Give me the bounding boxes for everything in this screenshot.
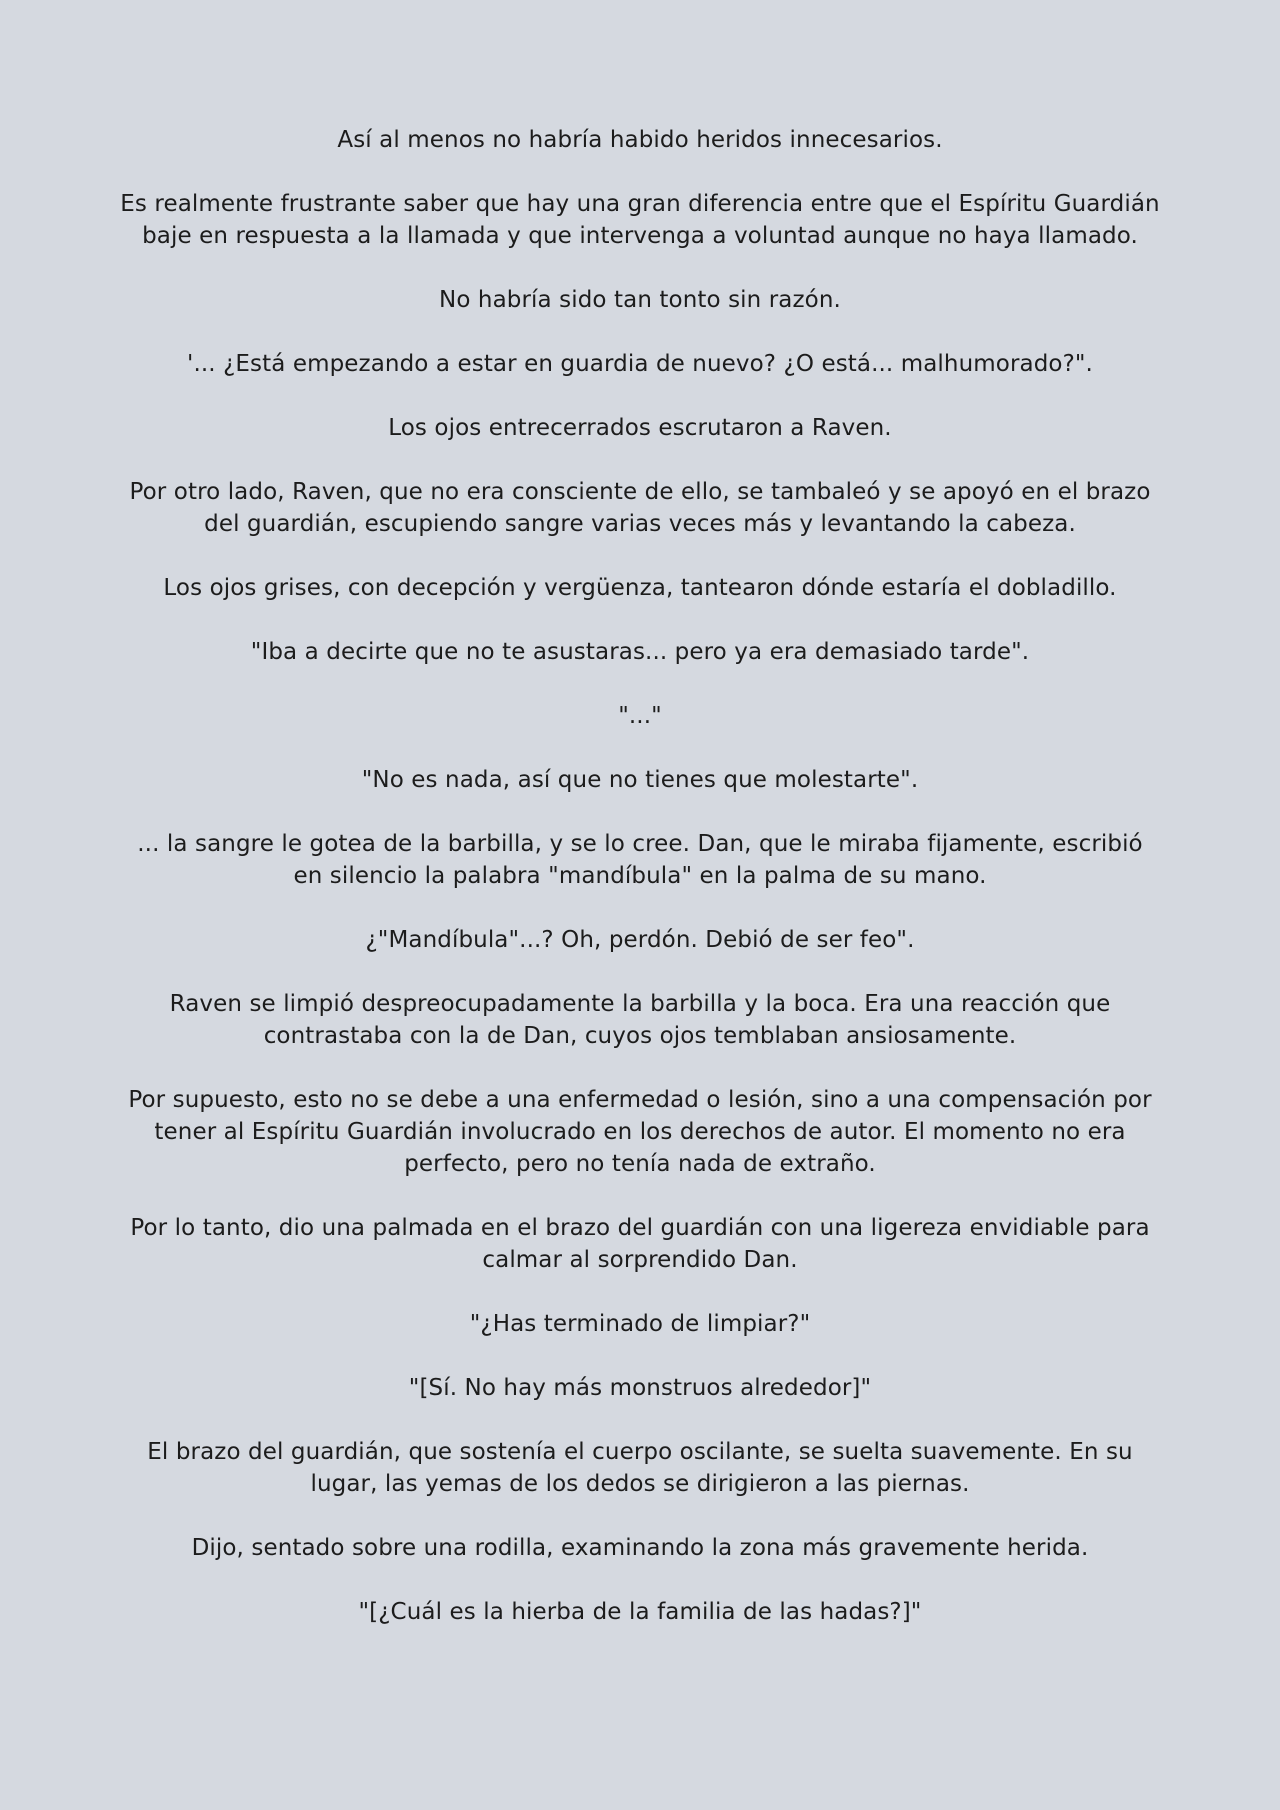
paragraph-6: Por otro lado, Raven, que no era consciente de ello, se tambaleó y se apoyó en el brazo del guardián, escupiendo sangre varias veces más y levantando la cabeza. [129, 479, 1151, 537]
paragraph-5: Los ojos entrecerrados escrutaron a Raven. [388, 415, 892, 441]
paragraph-8: "Iba a decirte que no te asustaras... pero ya era demasiado tarde". [250, 639, 1030, 665]
paragraph-11: ... la sangre le gotea de la barbilla, y se lo cree. Dan, que le miraba fijamente, escribió en silencio la palabra "mandíbula" en la palma de su mano. [137, 831, 1143, 889]
story-text [120, 124, 1160, 1628]
paragraph-18: El brazo del guardián, que sostenía el cuerpo oscilante, se suelta suavemente. En su lugar, las yemas de los dedos se dirigieron a las piernas. [147, 1439, 1133, 1497]
paragraph-3: No habría sido tan tonto sin razón. [439, 287, 841, 313]
paragraph-19: Dijo, sentado sobre una rodilla, examinando la zona más gravemente herida. [191, 1535, 1089, 1561]
paragraph-12: ¿"Mandíbula"...? Oh, perdón. Debió de ser feo". [365, 927, 915, 953]
paragraph-7: Los ojos grises, con decepción y vergüenza, tantearon dónde estaría el dobladillo. [163, 575, 1117, 601]
paragraph-4: '... ¿Está empezando a estar en guardia de nuevo? ¿O está... malhumorado?". [187, 351, 1093, 377]
paragraph-10: "No es nada, así que no tienes que molestarte". [361, 767, 919, 793]
paragraph-9: "..." [618, 703, 662, 729]
paragraph-2: Es realmente frustrante saber que hay una gran diferencia entre que el Espíritu Guardián baje en respuesta a la llamada y que intervenga a voluntad aunque no haya llamado. [120, 191, 1160, 249]
paragraph-17: "[Sí. No hay más monstruos alrededor]" [408, 1375, 872, 1401]
paragraph-16: "¿Has terminado de limpiar?" [469, 1311, 811, 1337]
paragraph-13: Raven se limpió despreocupadamente la barbilla y la boca. Era una reacción que contrastaba con la de Dan, cuyos ojos temblaban ansiosamente. [169, 991, 1111, 1049]
paragraph-20: "[¿Cuál es la hierba de la familia de las hadas?]" [358, 1599, 922, 1625]
paragraph-15: Por lo tanto, dio una palmada en el brazo del guardián con una ligereza envidiable para calmar al sorprendido Dan. [130, 1215, 1150, 1273]
paragraph-14: Por supuesto, esto no se debe a una enfermedad o lesión, sino a una compensación por tener al Espíritu Guardián involucrado en los derechos de autor. El momento no era perfecto, pero no tenía nada de extraño. [128, 1087, 1152, 1177]
paragraph-1: Así al menos no habría habido heridos innecesarios. [337, 127, 943, 153]
